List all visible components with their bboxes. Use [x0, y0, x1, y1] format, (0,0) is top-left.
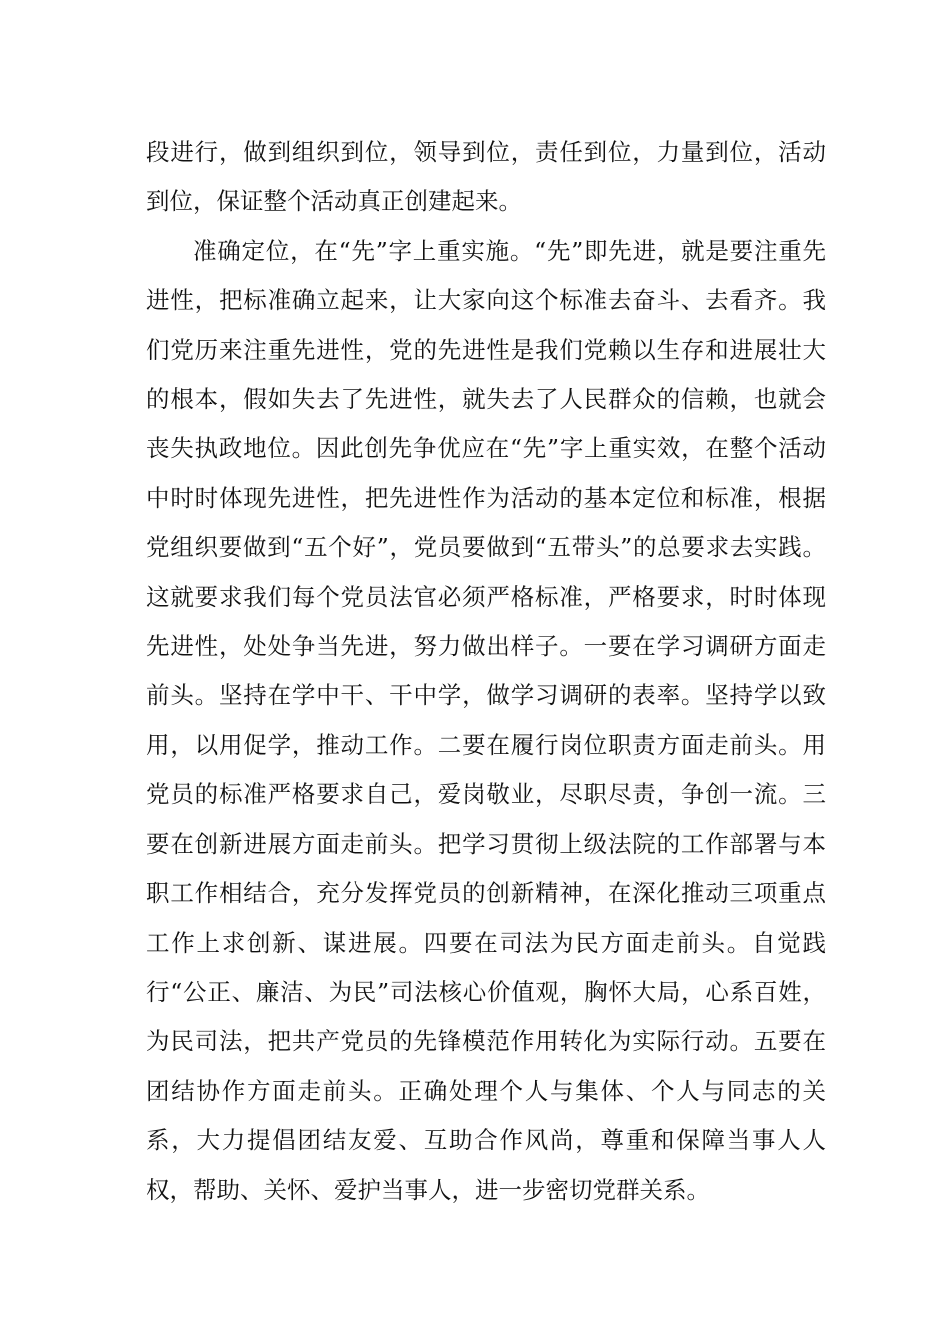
paragraph-2: 准确定位，在“先”字上重实施。“先”即先进，就是要注重先进性，把标准确立起来，让大家向这个标准去奋斗、去看齐。我们党历来注重先进性，党的先进性是我们党赖以生存和进展壮大的根本，假如失去了先进性，就失去了人民群众的信赖，也就会丧失执政地位。因此创先争优应在“先”字上重实效，在整个活动中时时体现先进性，把先进性作为活动的基本定位和标准，根据党组织要做到“五个好”，党员要做到“五带头”的总要求去实践。这就要求我们每个党员法官必须严格标准，严格要求，时时体现先进性，处处争当先进，努力做出样子。一要在学习调研方面走前头。坚持在学中干、干中学，做学习调研的表率。坚持学以致用，以用促学，推动工作。二要在履行岗位职责方面走前头。用党员的标准严格要求自己，爱岗敬业，尽职尽责，争创一流。三要在创新进展方面走前头。把学习贯彻上级法院的工作部署与本职工作相结合，充分发挥党员的创新精神，在深化推动三项重点工作上求创新、谋进展。四要在司法为民方面走前头。自觉践行“公正、廉洁、为民”司法核心价值观，胸怀大局，心系百姓，为民司法，把共产党员的先锋模范作用转化为实际行动。五要在团结协作方面走前头。正确处理个人与集体、个人与同志的关系，大力提倡团结友爱、互助合作风尚，尊重和保障当事人人权，帮助、关怀、爱护当事人，进一步密切党群关系。	[146, 236, 826, 1204]
document-body	[146, 128, 826, 1215]
paragraph-1: 段进行，做到组织到位，领导到位，责任到位，力量到位，活动到位，保证整个活动真正创建起来。	[146, 138, 826, 216]
